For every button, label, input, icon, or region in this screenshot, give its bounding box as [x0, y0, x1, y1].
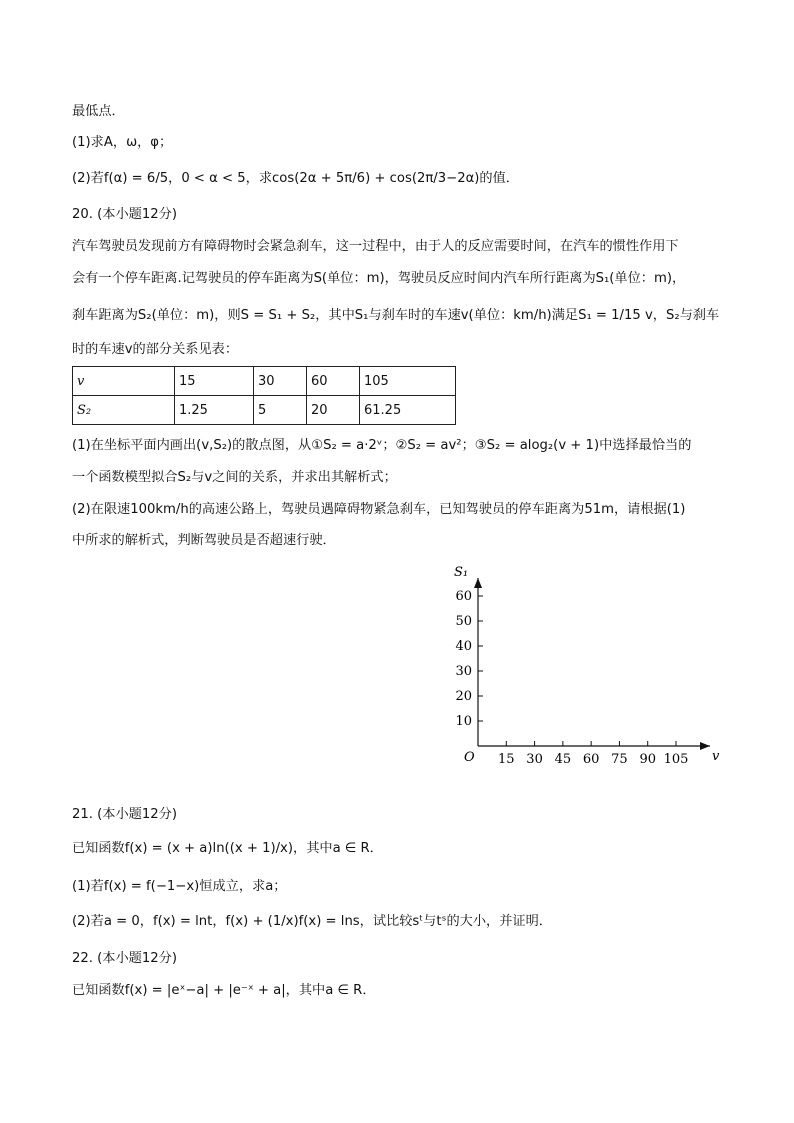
table-cell: v	[73, 367, 175, 396]
q20-text-3: 刹车距离为S₂(单位：m)，则S = S₁ + S₂，其中S₁与刹车时的车速v(单位：km/h)满足S₁ = 1/15 v，S₂与刹车	[72, 308, 720, 323]
x-axis-arrow	[700, 742, 710, 750]
q20-part1-a: (1)在坐标平面内画出(v,S₂)的散点图，从①S₂ = a·2ᵛ；②S₂ = av²；③S₂ = alog₂(v + 1)中选择最恰当的	[72, 438, 692, 453]
q20-part2-a: (2)在限速100km/h的高速公路上，驾驶员遇障碍物紧急刹车，已知驾驶员的停车距离为51m，请根据(1)	[72, 502, 686, 517]
speed-distance-table	[72, 366, 456, 425]
q21-part2: (2)若a = 0，f(x) = lnt，f(x) + (1/x)f(x) = lns，试比较sᵗ与tˢ的大小，并证明．	[72, 914, 552, 929]
y-tick-label: 60	[455, 589, 472, 604]
x-tick-label: 30	[526, 752, 543, 767]
table-cell: 61.25	[360, 396, 456, 425]
origin-label: O	[464, 750, 475, 765]
y-tick-label: 40	[455, 639, 472, 654]
q20-part2-b: 中所求的解析式，判断驾驶员是否超速行驶．	[72, 533, 336, 548]
table-cell: 30	[254, 367, 307, 396]
table-row	[73, 367, 456, 396]
y-tick-label: 20	[455, 689, 472, 704]
table-cell: 60	[307, 367, 360, 396]
q20-part1-b: 一个函数模型拟合S₂与v之间的关系，并求出其解析式；	[72, 470, 397, 485]
x-tick-label: 75	[611, 752, 628, 767]
q21-text: 已知函数f(x) = (x + a)ln((x + 1)/x)，其中a ∈ R．	[72, 841, 383, 856]
table-row	[73, 396, 456, 425]
text-line-1: 最低点．	[72, 104, 125, 119]
table-cell: S₂	[73, 396, 175, 425]
table-cell: 15	[175, 367, 254, 396]
y-axis-ticks	[455, 589, 483, 729]
table-cell: 105	[360, 367, 456, 396]
x-axis-ticks	[498, 741, 688, 767]
chart-axes	[454, 565, 720, 765]
x-tick-label: 15	[498, 752, 515, 767]
x-tick-label: 90	[639, 752, 656, 767]
x-axis-label: v	[712, 749, 720, 764]
y-tick-label: 10	[455, 714, 472, 729]
table-cell: 1.25	[175, 396, 254, 425]
y-axis-label: S₁	[454, 565, 469, 580]
q20-text-4: 时的车速v的部分关系见表：	[72, 342, 239, 357]
coordinate-grid-chart	[440, 548, 730, 778]
y-tick-label: 30	[455, 664, 472, 679]
x-tick-label: 45	[554, 752, 572, 767]
x-tick-label: 105	[663, 752, 689, 767]
q21-heading: 21. (本小题12分)	[72, 807, 177, 822]
q20-heading: 20. (本小题12分)	[72, 207, 177, 222]
q22-heading: 22. (本小题12分)	[72, 951, 177, 966]
y-tick-label: 50	[455, 614, 472, 629]
q20-text-2: 会有一个停车距离.记驾驶员的停车距离为S(单位：m)，驾驶员反应时间内汽车所行距离为S₁(单位：m)，	[72, 271, 686, 286]
table-cell: 5	[254, 396, 307, 425]
x-tick-label: 60	[582, 752, 600, 767]
y-axis-arrow	[474, 578, 482, 588]
table-cell: 20	[307, 396, 360, 425]
q22-text: 已知函数f(x) = |eˣ−a| + |e⁻ˣ + a|，其中a ∈ R．	[72, 983, 376, 998]
q21-part1: (1)若f(x) = f(−1−x)恒成立，求a；	[72, 879, 287, 894]
q20-text-1: 汽车驾驶员发现前方有障碍物时会紧急刹车，这一过程中，由于人的反应需要时间，在汽车的惯性作用下	[72, 239, 679, 254]
q19-part1: (1)求A，ω，φ；	[72, 135, 173, 150]
q19-part2: (2)若f(α) = 6/5，0 < α < 5，求cos(2α + 5π/6) + cos(2π/3−2α)的值．	[72, 171, 519, 186]
